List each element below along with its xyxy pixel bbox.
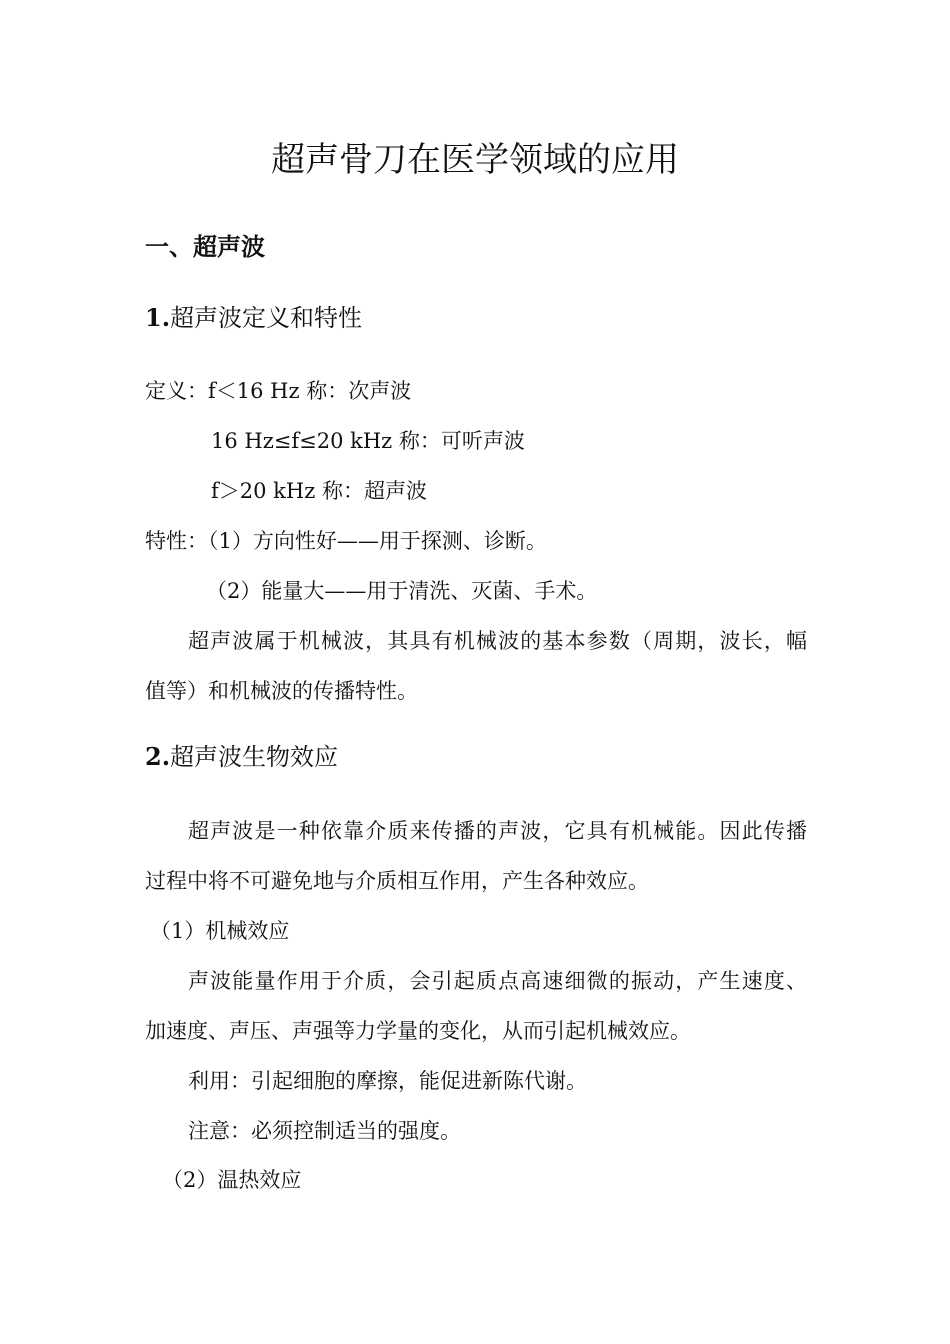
property-line-direction: 特性：（1）方向性好——用于探测、诊断。	[145, 529, 547, 553]
mechanical-effect-note: 注意：必须控制适当的强度。	[188, 1119, 461, 1143]
mechanical-effect-use: 利用：引起细胞的摩擦，能促进新陈代谢。	[188, 1069, 587, 1093]
paragraph-mechanical-wave-line1: 超声波属于机械波，其具有机械波的基本参数（周期，波长，幅	[188, 629, 807, 653]
paragraph-biological-line1: 超声波是一种依靠介质来传播的声波，它具有机械能。因此传播	[188, 819, 807, 843]
heading-thermal-effect: （2）温热效应	[162, 1168, 302, 1192]
heading-mechanical-effect: （1）机械效应	[150, 919, 290, 943]
paragraph-biological-line2: 过程中将不可避免地与介质相互作用，产生各种效应。	[145, 869, 649, 893]
subheading-text: 超声波定义和特性	[170, 304, 363, 332]
subheading-number: 1.	[145, 303, 171, 332]
subheading-text: 超声波生物效应	[170, 743, 339, 771]
definition-line-ultrasound: f＞20 kHz 称：超声波	[211, 479, 427, 503]
paragraph-mechanical-wave-line2: 值等）和机械波的传播特性。	[145, 679, 418, 703]
subheading-number: 2.	[145, 742, 171, 771]
subheading-definition	[145, 303, 362, 333]
property-line-energy: （2）能量大——用于清洗、灭菌、手术。	[206, 579, 598, 603]
paragraph-mechanical-effect-line2: 加速度、声压、声强等力学量的变化，从而引起机械效应。	[145, 1019, 691, 1043]
document-title: 超声骨刀在医学领域的应用	[271, 140, 679, 180]
section-heading-ultrasound: 一、超声波	[145, 233, 265, 261]
subheading-biological-effects	[145, 742, 338, 772]
definition-line-infrasound: 定义：f＜16 Hz 称：次声波	[145, 379, 412, 403]
definition-line-audible: 16 Hz≤f≤20 kHz 称：可听声波	[211, 429, 525, 453]
paragraph-mechanical-effect-line1: 声波能量作用于介质，会引起质点高速细微的振动，产生速度、	[188, 969, 807, 993]
